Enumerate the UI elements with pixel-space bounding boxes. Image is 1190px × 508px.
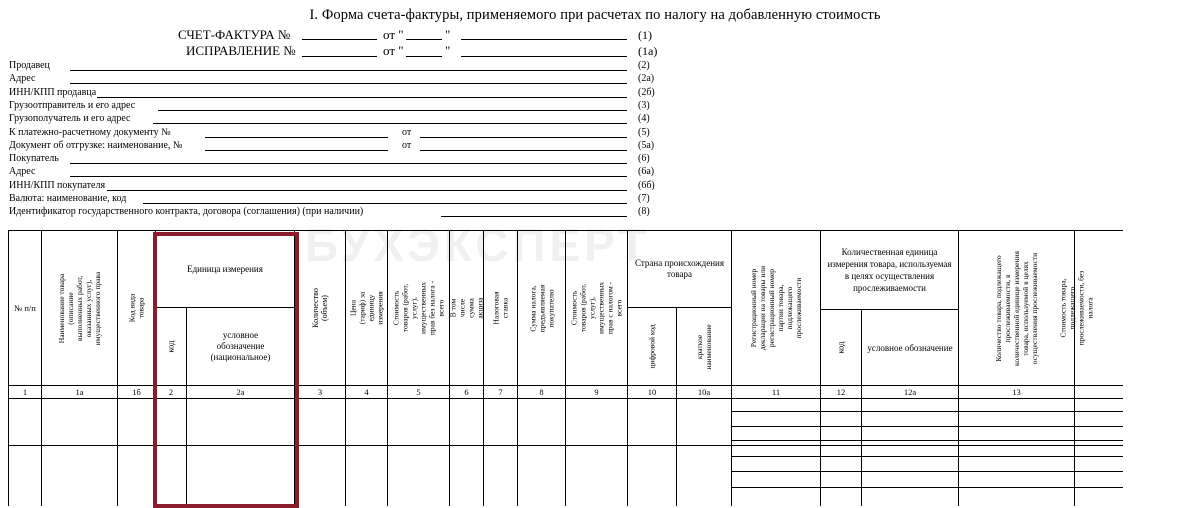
col-5-header-text: Стоимость товаров (работ, услуг), имущественных прав без налога - всего — [391, 280, 446, 336]
col-number-1a: 1а — [75, 387, 84, 397]
field-label: ИНН/КПП покупателя — [9, 180, 106, 191]
col-number-1b: 1б — [132, 387, 141, 397]
col-7-header — [484, 231, 517, 385]
field-code: (8) — [638, 206, 650, 217]
invoice-number-field[interactable] — [302, 39, 377, 40]
field-label: Покупатель — [9, 153, 59, 164]
field-label: Грузополучатель и его адрес — [9, 113, 131, 124]
col-2-header-text: код — [165, 340, 176, 353]
col-3-header — [295, 231, 345, 385]
col-number-12a: 12а — [903, 387, 917, 397]
col-6-header-text: В том числе сумма акциза — [448, 297, 485, 319]
col-number-10a: 10а — [697, 387, 711, 397]
correction-code: (1а) — [638, 44, 658, 58]
col-6-header — [450, 231, 483, 385]
col-number-1: 1 — [22, 387, 28, 397]
form-title: I. Форма счета-фактуры, применяемого при расчетах по налогу на добавленную стоимость — [309, 7, 881, 23]
field-number-line[interactable] — [205, 137, 388, 138]
col-3-header-text: Количество (объем) — [311, 288, 329, 328]
col-number-7: 7 — [498, 387, 503, 397]
col-10-header — [628, 308, 676, 385]
col-number-2: 2 — [168, 387, 174, 397]
field-input-line[interactable] — [153, 123, 627, 124]
field-input-line[interactable] — [143, 203, 627, 204]
field-label: Идентификатор государственного контракта, договора (соглашения) (при наличии) — [9, 206, 364, 217]
col-number-9: 9 — [594, 387, 599, 397]
col-13-header — [959, 231, 1074, 385]
col-8-header — [518, 231, 565, 385]
origin-group-header: Страна происхождения товара — [635, 258, 724, 279]
field-label: Документ об отгрузке: наименование, № — [9, 140, 183, 151]
field-input-line[interactable] — [70, 70, 627, 71]
col-1a-header — [42, 231, 117, 385]
correction-day-field[interactable] — [406, 56, 442, 57]
col-1b-header-text: Код вида товара — [127, 293, 146, 323]
invoice-quote-close: " — [445, 27, 451, 42]
field-input-line[interactable] — [441, 216, 627, 217]
correction-quote-close: " — [445, 43, 451, 58]
correction-from-label: от " — [383, 43, 404, 58]
col-5-header — [388, 231, 449, 385]
field-date-line[interactable] — [420, 150, 627, 151]
field-input-line[interactable] — [70, 83, 627, 84]
col-number-8: 8 — [539, 387, 544, 397]
invoice-code: (1) — [638, 28, 652, 42]
col-number-12: 12 — [836, 387, 846, 397]
field-number-line[interactable] — [205, 150, 388, 151]
field-code: (2) — [638, 60, 650, 71]
invoice-date-field[interactable] — [461, 39, 627, 40]
field-code: (2б) — [638, 87, 655, 98]
col-12-header-text: код — [835, 341, 846, 354]
field-input-line[interactable] — [97, 97, 627, 98]
field-date-line[interactable] — [420, 137, 627, 138]
col-number-3: 3 — [317, 387, 323, 397]
col-7-header-text: Налоговая ставка — [491, 291, 510, 325]
field-label: К платежно-расчетному документу № — [9, 127, 171, 138]
col-4-header — [346, 231, 387, 385]
col-11-header — [732, 231, 820, 385]
correction-number-label: ИСПРАВЛЕНИЕ № — [186, 43, 296, 58]
field-code: (6) — [638, 153, 650, 164]
field-input-line[interactable] — [70, 176, 627, 177]
col-1b-header — [118, 231, 155, 385]
col-10a-header-text: краткое наименование — [695, 323, 713, 370]
field-code: (6а) — [638, 166, 655, 177]
col-14-header-text: Стоимость товара, подлежащего прослеживаемости, без налога — [1058, 270, 1095, 346]
field-from-label: от — [402, 140, 412, 151]
col-13-header-text: Количество товара, подлежащего прослеживаемости, в количественной единице измерения товара, используемой в целях осуществления прослеживаемости — [994, 250, 1039, 366]
field-input-line[interactable] — [107, 190, 627, 191]
field-label: Продавец — [9, 60, 50, 71]
col-4-header-text: Цена (тариф) за единицу измерения — [348, 291, 385, 325]
col-8-header-text: Сумма налога, предъявляемая покупателю — [528, 284, 556, 332]
col-number-6: 6 — [464, 387, 469, 397]
field-label: Валюта: наименование, код — [9, 193, 127, 204]
correction-number-field[interactable] — [302, 56, 377, 57]
field-label: Адрес — [9, 73, 36, 84]
field-label: ИНН/КПП продавца — [9, 87, 97, 98]
invoice-number-label: СЧЕТ-ФАКТУРА № — [178, 27, 291, 42]
field-label: Грузоотправитель и его адрес — [9, 100, 136, 111]
col-2a-header: условное обозначение (национальное) — [210, 330, 271, 362]
col-number-5: 5 — [416, 387, 421, 397]
invoice-day-field[interactable] — [406, 39, 442, 40]
col-12-header — [821, 310, 861, 385]
field-label: Адрес — [9, 166, 36, 177]
field-from-label: от — [402, 127, 412, 138]
col-number-10: 10 — [647, 387, 657, 397]
field-code: (5) — [638, 127, 650, 138]
field-code: (2а) — [638, 73, 655, 84]
invoice-from-label: от " — [383, 27, 404, 42]
col-11-header-text: Регистрационный номер декларации на товары или регистрационный номер партии товара, подлежащего прослеживаемости — [749, 265, 803, 351]
field-code: (6б) — [638, 180, 655, 191]
col-10a-header — [677, 308, 731, 385]
col-number-13: 13 — [1012, 387, 1021, 397]
col-10-header-text: цифровой код — [647, 324, 657, 369]
correction-date-field[interactable] — [461, 56, 627, 57]
col-9-header — [566, 231, 627, 385]
field-code: (5а) — [638, 140, 655, 151]
watermark: БУХЭКСПЕРТ — [305, 219, 651, 271]
field-input-line[interactable] — [158, 110, 627, 111]
unit-group-header: Единица измерения — [187, 264, 263, 274]
col-9-header-text: Стоимость товаров (работ, услуг), имущественных прав с налогом - всего — [569, 281, 624, 335]
col-1-header: № п/п — [14, 303, 36, 313]
field-code: (7) — [638, 193, 650, 204]
field-code: (4) — [638, 113, 650, 124]
col-number-2a: 2а — [236, 387, 245, 397]
col-number-4: 4 — [364, 387, 369, 397]
field-code: (3) — [638, 100, 650, 111]
qty-group-header: Количественная единица измерения товара, используемая в целях осуществления прослеживаемости — [827, 247, 952, 293]
col-12a-header: условное обозначение — [867, 342, 953, 353]
col-number-11: 11 — [771, 387, 781, 397]
col-1a-header-text: Наименование товара (описание выполненных работ, оказанных услуг), имущественного права — [57, 271, 102, 345]
unit-columns-highlight — [153, 232, 299, 508]
col-14-header — [1058, 231, 1123, 385]
field-input-line[interactable] — [70, 163, 627, 164]
